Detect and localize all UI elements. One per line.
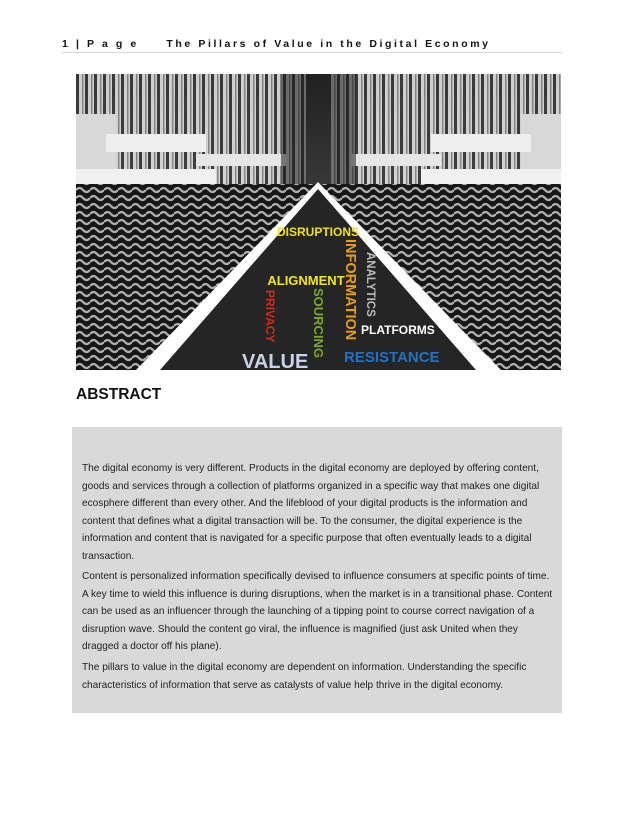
word-analytics: ANALYTICS [364,252,376,317]
word-privacy: PRIVACY [263,290,277,343]
word-sourcing: SOURCING [311,288,326,359]
word-disruptions: DISRUPTIONS [276,225,360,239]
word-alignment: ALIGNMENT [267,273,345,288]
hero-image [76,74,561,370]
abstract-paragraph: Content is personalized information specifically devised to influence consumers at specific points of time. A key time to wield this influence is during disruptions, when the market is in a transitional phase. Content can be used as an influencer through the launching of a tipping point to course correct navigation of a disruption wave. Should the content go viral, the influence is magnified (just ask United when they dragged a doctor off his plane). [82,571,553,652]
document-title: The Pillars of Value in the Digital Economy [166,38,491,50]
word-resistance: RESISTANCE [344,349,440,366]
header-divider [62,52,562,53]
page-header [62,38,562,52]
abstract-paragraph: The digital economy is very different. Products in the digital economy are deployed by offering content, goods and services through a collection of platforms organized in a specific way that makes one digital ecosphere different than every other. And the lifeblood of your digital products is the information and content that defines what a digital transaction will be. To the consumer, the digital experience is the information and content that is navigated for a specific purpose that often eventually leads to a digital transaction. [82,463,540,562]
word-value: VALUE [242,351,309,370]
section-heading: ABSTRACT [76,386,162,403]
word-platforms: PLATFORMS [361,323,435,337]
page-number: 1 | P a g e [62,38,139,50]
abstract-paragraph: The pillars to value in the digital economy are dependent on information. Understanding the specific characteristics of information that serve as catalysts of value help thrive in the digital economy. [82,662,527,691]
word-information: INFORMATION [342,239,358,341]
pillars-illustration [76,74,561,370]
